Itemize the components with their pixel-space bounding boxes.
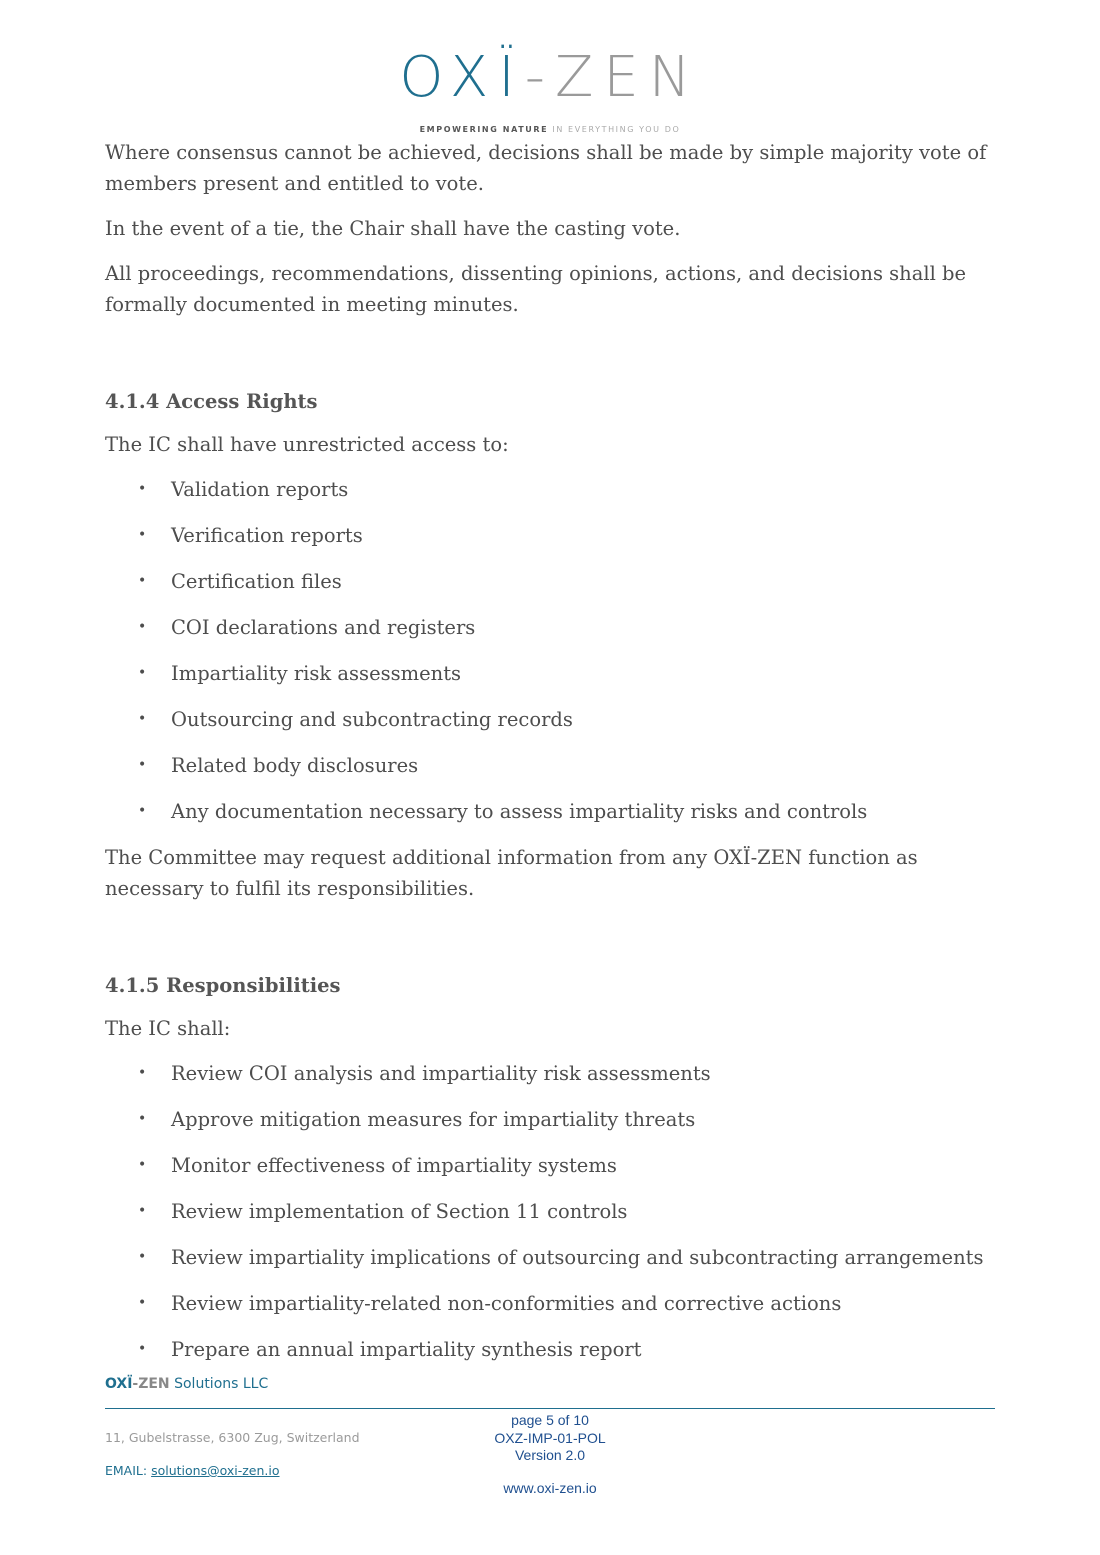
list-item: • Review impartiality implications of outsourcing and subcontracting arrangements bbox=[105, 1242, 995, 1273]
list-item: • Review implementation of Section 11 controls bbox=[105, 1196, 995, 1227]
bullet-icon: • bbox=[138, 757, 147, 773]
bullet-icon: • bbox=[138, 1295, 147, 1311]
bullet-icon: • bbox=[138, 803, 147, 819]
company-logo bbox=[0, 45, 1100, 110]
bullet-icon: • bbox=[138, 711, 147, 727]
list-item: • Verification reports bbox=[105, 520, 995, 551]
bullet-icon: • bbox=[138, 527, 147, 543]
list-item: • Any documentation necessary to assess impartiality risks and controls bbox=[105, 796, 995, 827]
document-id: OXZ-IMP-01-POL bbox=[494, 1430, 606, 1446]
document-version: Version 2.0 bbox=[514, 1447, 586, 1463]
list-item: • COI declarations and registers bbox=[105, 612, 995, 643]
access-rights-list bbox=[105, 474, 995, 827]
website-link[interactable]: www.oxi-zen.io bbox=[503, 1480, 597, 1496]
page-number: page 5 of 10 bbox=[511, 1412, 589, 1428]
paragraph-majority-vote: Where consensus cannot be achieved, decisions shall be made by simple majority vote of members present and entitled to vote. bbox=[105, 141, 987, 195]
bullet-icon: • bbox=[138, 1065, 147, 1081]
footer-email: EMAIL: solutions@oxi-zen.io bbox=[105, 1463, 280, 1478]
bullet-icon: • bbox=[138, 665, 147, 681]
list-item: • Monitor effectiveness of impartiality systems bbox=[105, 1150, 995, 1181]
list-item: • Review impartiality-related non-conformities and corrective actions bbox=[105, 1288, 995, 1319]
list-item: • Review COI analysis and impartiality risk assessments bbox=[105, 1058, 995, 1089]
footer-company-name: OXÏ-ZEN Solutions LLC bbox=[105, 1376, 269, 1392]
paragraph-tie-vote: In the event of a tie, the Chair shall have the casting vote. bbox=[105, 217, 681, 240]
list-item: • Certification files bbox=[105, 566, 995, 597]
logo-tagline: EMPOWERING NATURE IN EVERYTHING YOU DO bbox=[419, 125, 681, 134]
responsibilities-lead: The IC shall: bbox=[105, 1017, 231, 1040]
responsibilities-list bbox=[105, 1058, 995, 1365]
list-item: • Approve mitigation measures for impartiality threats bbox=[105, 1104, 995, 1135]
bullet-icon: • bbox=[138, 619, 147, 635]
bullet-icon: • bbox=[138, 1249, 147, 1265]
bullet-icon: • bbox=[138, 1341, 147, 1357]
list-item: • Impartiality risk assessments bbox=[105, 658, 995, 689]
footer-divider bbox=[105, 1408, 995, 1409]
access-rights-closing: The Committee may request additional information from any OXÏ-ZEN function as necessary to fulfil its responsibilities. bbox=[105, 846, 918, 900]
bullet-icon: • bbox=[138, 1203, 147, 1219]
email-link[interactable]: solutions@oxi-zen.io bbox=[151, 1463, 280, 1478]
bullet-icon: • bbox=[138, 1111, 147, 1127]
section-heading-responsibilities: 4.1.5 Responsibilities bbox=[105, 974, 341, 997]
document-body bbox=[105, 137, 995, 1380]
list-item: • Validation reports bbox=[105, 474, 995, 505]
footer-address: 11, Gubelstrasse, 6300 Zug, Switzerland bbox=[105, 1430, 360, 1445]
paragraph-minutes: All proceedings, recommendations, dissenting opinions, actions, and decisions shall be formally documented in meeting minutes. bbox=[105, 262, 967, 316]
logo-wordmark: OXÏ-ZEN bbox=[399, 45, 701, 110]
list-item: • Outsourcing and subcontracting records bbox=[105, 704, 995, 735]
list-item: • Prepare an annual impartiality synthesis report bbox=[105, 1334, 995, 1365]
section-heading-access-rights: 4.1.4 Access Rights bbox=[105, 390, 318, 413]
bullet-icon: • bbox=[138, 1157, 147, 1173]
bullet-icon: • bbox=[138, 573, 147, 589]
list-item: • Related body disclosures bbox=[105, 750, 995, 781]
access-rights-lead: The IC shall have unrestricted access to: bbox=[105, 433, 509, 456]
bullet-icon: • bbox=[138, 481, 147, 497]
